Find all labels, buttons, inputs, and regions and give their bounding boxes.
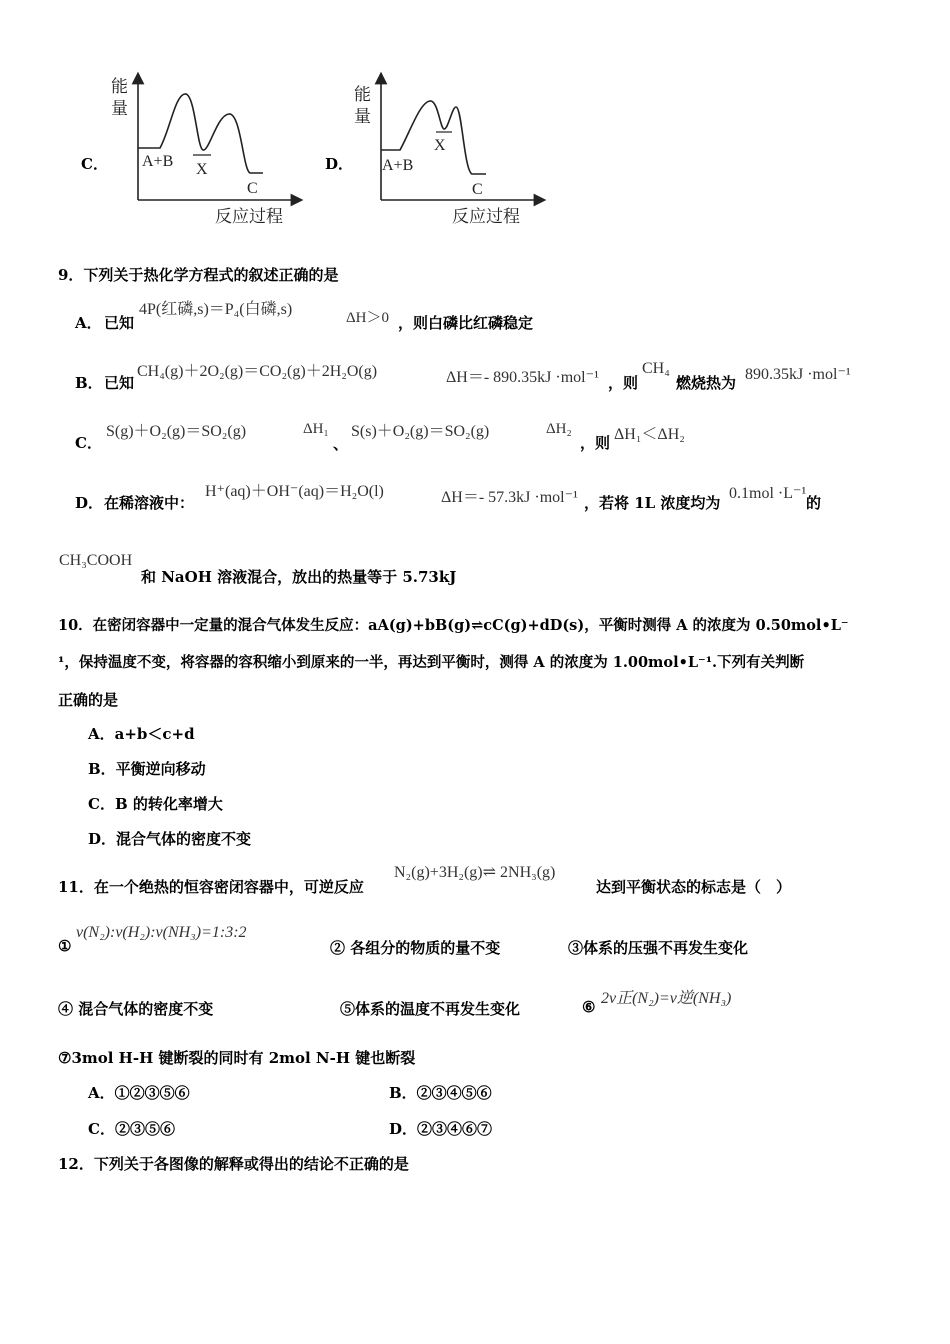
intermediate-label: X (434, 137, 446, 154)
q11-stem-post: 达到平衡状态的标志是（ ） (596, 878, 792, 896)
q10-option-d: D．混合气体的密度不变 (88, 830, 252, 848)
q8-option-c-label: C． (81, 155, 108, 173)
q9-a-delta-h: ΔH＞0 (346, 310, 389, 326)
q9-b-pre: 已知 (104, 374, 135, 392)
q9-d-acid: CH₃COOH (59, 552, 133, 569)
q11-item-1-equation: v(N₂):v(H₂):v(NH₃)=1:3:2 (76, 924, 247, 941)
y-axis-label-2: 量 (111, 99, 128, 118)
energy-diagram-d (348, 70, 548, 230)
q12-stem: 12．下列关于各图像的解释或得出的结论不正确的是 (58, 1155, 409, 1173)
q9-b-post1: ，则 (608, 374, 639, 392)
q11-option-d: D．②③④⑥⑦ (389, 1120, 493, 1138)
q9-c-comparison: ΔH₁＜ΔH₂ (614, 426, 685, 443)
q10-stem-line-3: 正确的是 (58, 691, 119, 709)
q9-b-ch4: CH₄ (642, 360, 670, 377)
q9-c-post: ，则 (580, 434, 611, 452)
intermediate-label: X (196, 161, 208, 178)
q9-d-pre: 在稀溶液中： (104, 494, 195, 512)
q11-item-7: ⑦3mol H-H 键断裂的同时有 2mol N-H 键也断裂 (58, 1049, 416, 1067)
q11-item-2: ② 各组分的物质的量不变 (330, 939, 501, 957)
q9-d-post1: ，若将 1L 浓度均为 (584, 494, 721, 512)
q9-d-post3: 和 NaOH 溶液混合，放出的热量等于 5.73kJ (141, 568, 457, 586)
q11-equation: N₂(g)+3H₂(g)⇌ 2NH₃(g) (394, 864, 556, 881)
q9-stem: 9．下列关于热化学方程式的叙述正确的是 (58, 266, 339, 284)
reactants-label: A+B (142, 153, 174, 170)
reactants-label: A+B (382, 157, 414, 174)
q11-item-5: ⑤体系的温度不再发生变化 (340, 1000, 521, 1018)
q9-d-concentration: 0.1mol ·L⁻¹ (729, 485, 807, 502)
q9-c-equation-1: S(g)＋O₂(g)＝SO₂(g) (106, 423, 247, 440)
q9-b-delta-h: ΔH＝- 890.35kJ ·mol⁻¹ (446, 369, 599, 386)
x-axis-label: 反应过程 (215, 207, 283, 226)
q11-option-b: B．②③④⑤⑥ (389, 1084, 492, 1102)
q11-option-a: A．①②③⑤⑥ (88, 1084, 190, 1102)
q11-item-6-equation: 2v正(N₂)=v逆(NH₃) (601, 990, 732, 1007)
q9-a-post: ，则白磷比红磷稳定 (398, 314, 534, 332)
q9-b-label: B． (75, 374, 103, 392)
q11-stem-pre: 11．在一个绝热的恒容密闭容器中，可逆反应 (58, 878, 364, 896)
q9-d-label: D． (75, 494, 104, 512)
q11-item-4: ④ 混合气体的密度不变 (58, 1000, 214, 1018)
product-label: C (472, 181, 483, 198)
q11-item-1-mark: ① (58, 937, 72, 955)
y-axis-label-1: 能 (111, 77, 128, 96)
product-label: C (247, 180, 258, 197)
q9-d-post2: 的 (806, 494, 822, 512)
x-axis-label: 反应过程 (452, 207, 520, 226)
q9-c-delta-h1: ΔH₁ (303, 421, 329, 437)
q9-c-equation-2: S(s)＋O₂(g)＝SO₂(g) (351, 423, 490, 440)
q9-a-equation: 4P(红磷,s)＝P₄(白磷,s) (139, 301, 293, 318)
y-axis-label-2: 量 (354, 107, 371, 126)
q9-c-separator: 、 (333, 435, 349, 453)
q11-option-c: C．②③⑤⑥ (88, 1120, 175, 1138)
q10-option-a: A．a+b＜c+d (88, 725, 195, 743)
q9-a-pre: 已知 (104, 314, 135, 332)
q8-option-d-label: D． (325, 155, 354, 173)
q9-b-equation: CH₄(g)＋2O₂(g)＝CO₂(g)＋2H₂O(g) (137, 363, 378, 380)
q9-c-label: C． (75, 434, 102, 452)
q11-item-3: ③体系的压强不再发生变化 (568, 939, 749, 957)
y-axis-label-1: 能 (354, 85, 371, 104)
energy-diagram-c (105, 70, 305, 230)
q9-a-label: A． (75, 314, 102, 332)
q10-stem-line-2: ¹，保持温度不变，将容器的容积缩小到原来的一半，再达到平衡时，测得 A 的浓度为 1.00mol•L⁻¹.下列有关判断 (58, 654, 805, 671)
q9-d-equation: H⁺(aq)＋OH⁻(aq)＝H₂O(l) (205, 483, 384, 500)
q9-d-delta-h: ΔH＝- 57.3kJ ·mol⁻¹ (441, 489, 578, 506)
q10-option-b: B．平衡逆向移动 (88, 760, 206, 778)
q10-option-c: C．B 的转化率增大 (88, 795, 223, 813)
q9-b-post2: 燃烧热为 (676, 374, 737, 392)
q9-c-delta-h2: ΔH₂ (546, 421, 572, 437)
q9-b-value: 890.35kJ ·mol⁻¹ (745, 366, 851, 383)
q11-item-6-mark: ⑥ (582, 998, 596, 1016)
q10-stem-line-1: 10．在密闭容器中一定量的混合气体发生反应：aA(g)+bB(g)⇌cC(g)+dD(s)，平衡时测得 A 的浓度为 0.50mol•L⁻ (58, 617, 849, 634)
